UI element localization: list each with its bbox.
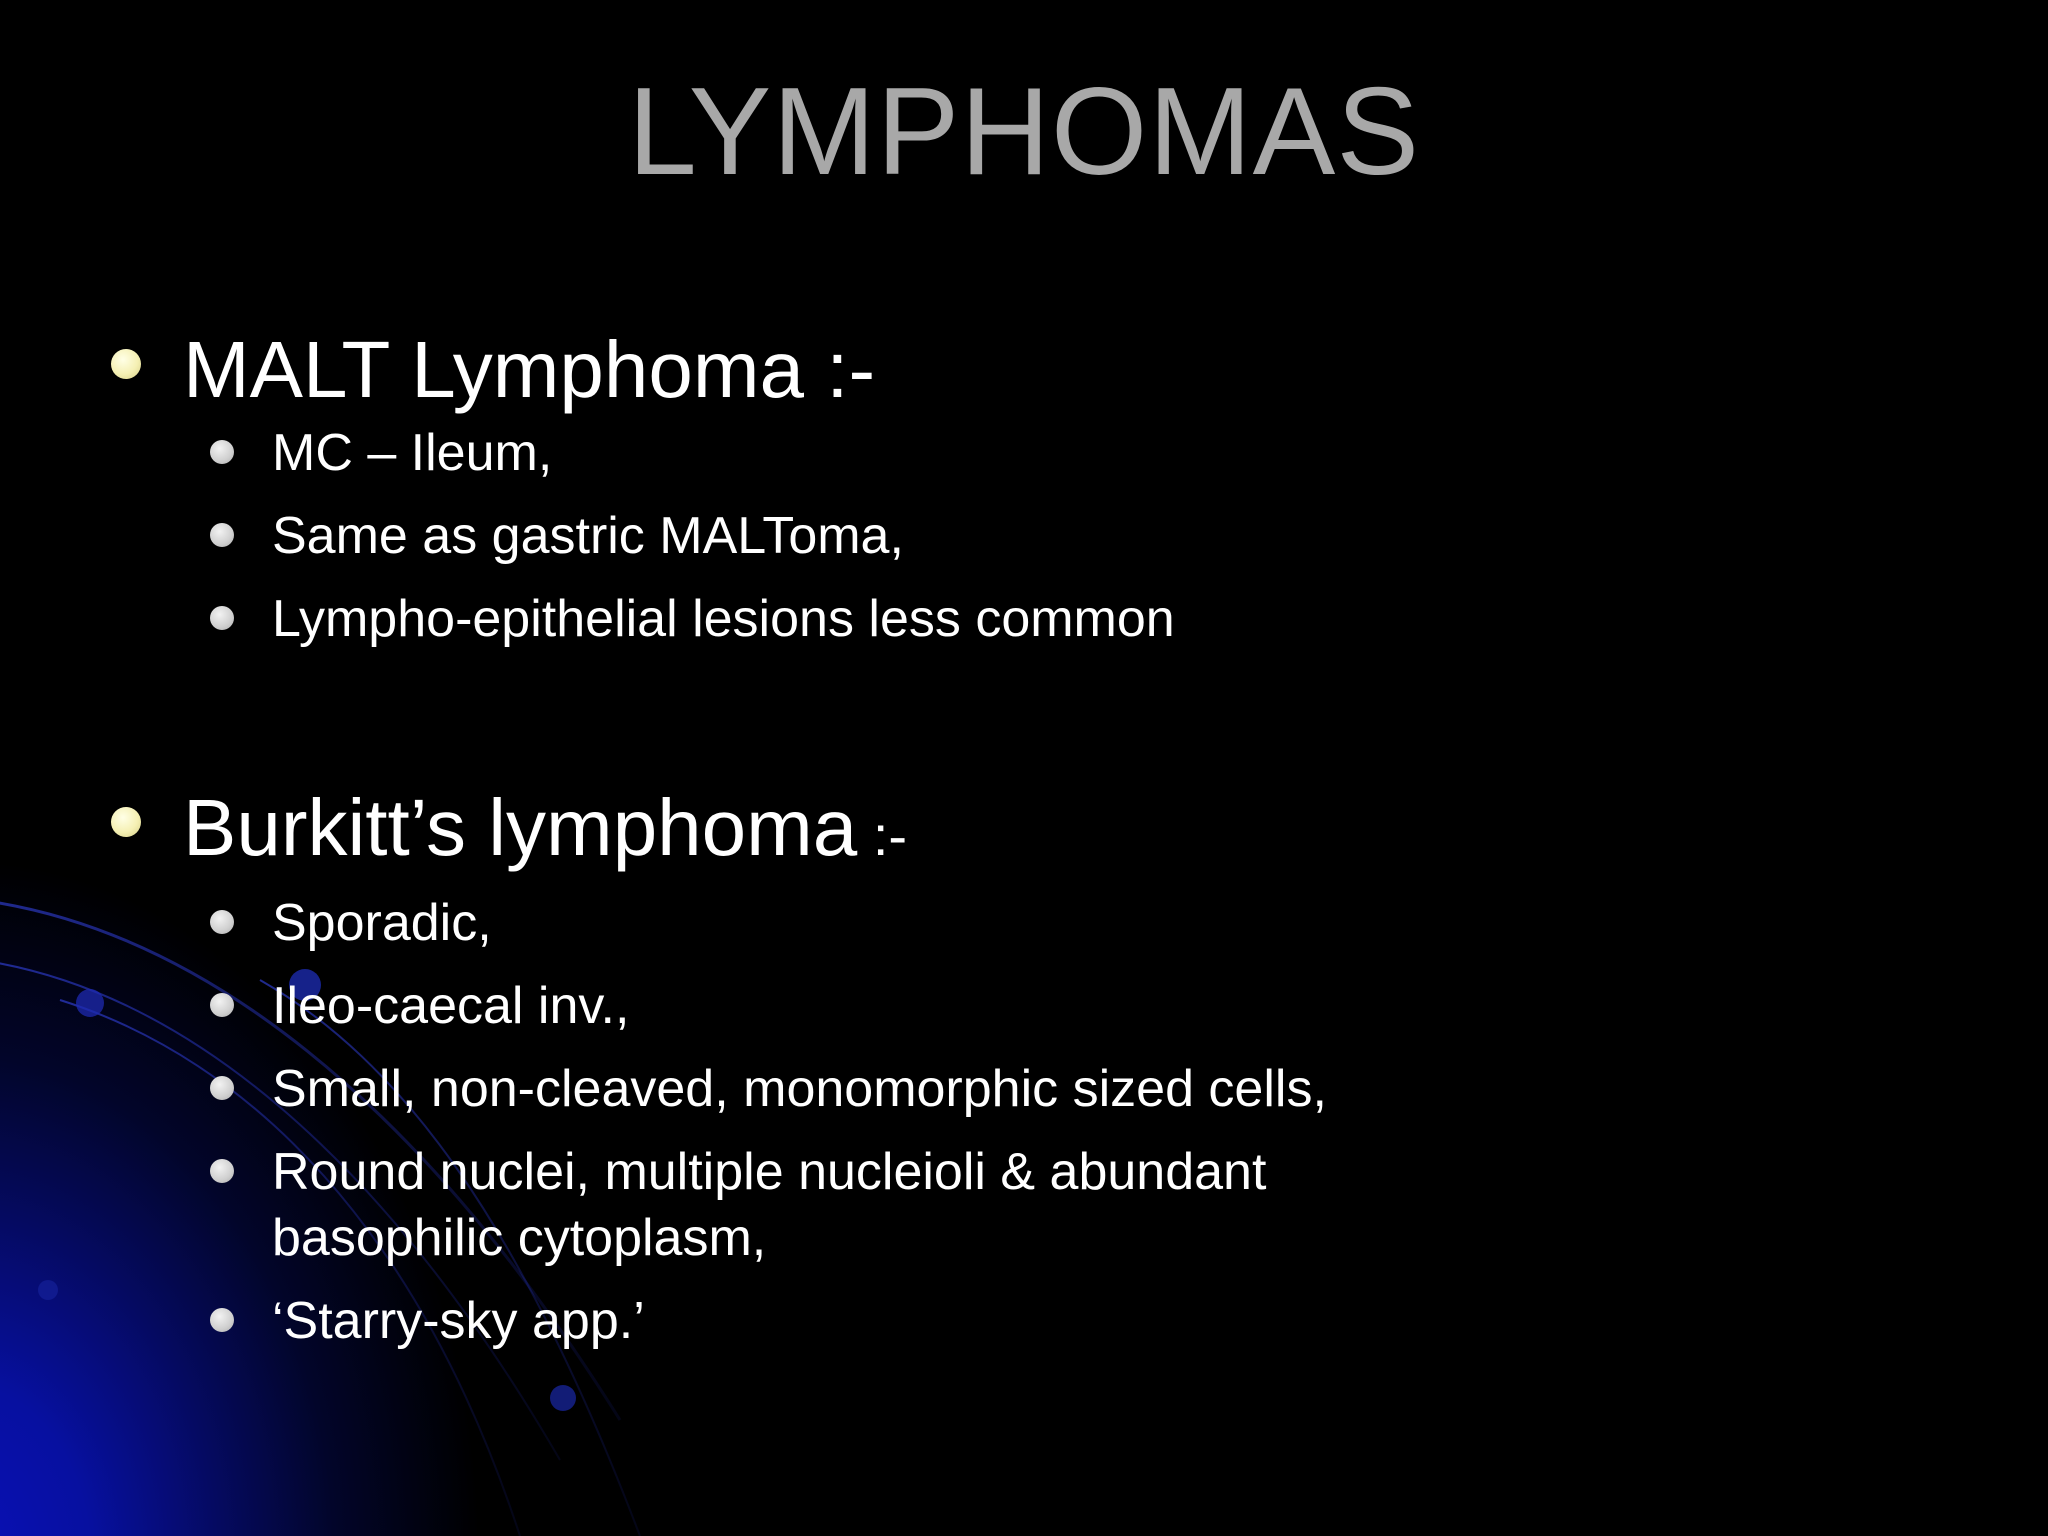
heading-separator: :- xyxy=(857,804,908,867)
list-item-text: MC – Ileum, xyxy=(272,424,553,482)
list-item-text: Ileo-caecal inv., xyxy=(272,977,630,1035)
list-item xyxy=(0,586,1472,652)
slide-title: LYMPHOMAS xyxy=(627,63,1421,201)
sub-bullet-dot-icon xyxy=(210,606,234,630)
bullet-dot-icon xyxy=(111,807,141,837)
section-malt-lymphoma xyxy=(0,322,2048,669)
heading-text: MALT Lymphoma xyxy=(183,325,804,414)
list-item xyxy=(0,420,1472,486)
sub-bullet-list xyxy=(0,890,2048,1354)
sub-bullet-dot-icon xyxy=(210,1308,234,1332)
bullet-dot-icon xyxy=(111,349,141,379)
sub-bullet-dot-icon xyxy=(210,440,234,464)
list-item xyxy=(0,890,1472,956)
list-item-text: ‘Starry-sky app.’ xyxy=(272,1292,645,1350)
list-item xyxy=(0,1139,1472,1271)
list-item xyxy=(0,503,1472,569)
list-item xyxy=(0,1056,1472,1122)
sub-bullet-dot-icon xyxy=(210,910,234,934)
list-item-text: Small, non-cleaved, monomorphic sized cells, xyxy=(272,1060,1327,1118)
sub-bullet-list xyxy=(0,420,2048,652)
list-item-text: Round nuclei, multiple nucleioli & abundant basophilic cytoplasm, xyxy=(272,1143,1267,1267)
list-item-text: Same as gastric MALToma, xyxy=(272,507,904,565)
sub-bullet-dot-icon xyxy=(210,1076,234,1100)
list-item-text: Sporadic, xyxy=(272,894,492,952)
heading-separator: :- xyxy=(803,325,876,414)
list-item xyxy=(0,973,1472,1039)
section-burkitts-lymphoma xyxy=(0,780,2048,1371)
sub-bullet-dot-icon xyxy=(210,1159,234,1183)
sub-bullet-dot-icon xyxy=(210,993,234,1017)
list-item xyxy=(0,1288,1472,1354)
list-item-text: Lympho-epithelial lesions less common xyxy=(272,590,1175,648)
sub-bullet-dot-icon xyxy=(210,523,234,547)
section-heading xyxy=(0,322,2048,418)
heading-text: Burkitt’s lymphoma xyxy=(183,783,858,872)
section-heading xyxy=(0,780,2048,884)
